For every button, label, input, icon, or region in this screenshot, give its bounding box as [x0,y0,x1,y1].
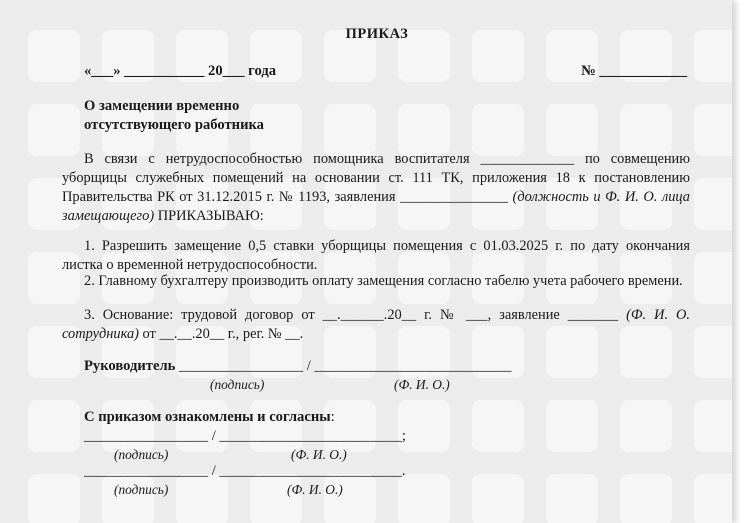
subject-line-1: О замещении временно [84,98,240,114]
ack-name-caption-1: (Ф. И. О.) [291,447,347,462]
item-3 [62,306,690,344]
director-name-caption: (Ф. И. О.) [394,377,450,392]
item-3-tail: от __.__.20__ г., рег. № __. [138,326,304,342]
order-content [62,0,692,523]
order-number-line: № ____________ [581,63,687,79]
item-1 [62,237,690,275]
item-2-text: 2. Главному бухгалтеру производить оплату замещения согласно табелю учета рабочего времени. [84,273,683,289]
item-3-text: 3. Основание: трудовой договор от __.______.20__ г. № ___, заявление _______ [84,307,627,323]
director-sign-caption: (подпись) [210,377,265,392]
ack-label: С приказом ознакомлены и согласны [84,409,331,425]
background-tile [694,400,732,452]
item-3-italic-note: (Ф. И. О. сотрудника) [62,307,691,342]
item-2 [62,272,690,291]
intro-text: В связи с нетрудоспособностью помощника воспитателя _____________ по совмещению уборщицы служебных помещений на основании ст. 111 ТК, приложения 18 к постановлению Правительства РК от 31.12.2015 г. № 1193, заявления _______________ [62,151,690,205]
item-1-text: 1. Разрешить замещение 0,5 ставки уборщицы помещения с 01.03.2025 г. по дату окончания листка о временной нетрудоспособности. [62,238,690,273]
ack-signature-line-1: _________________ / _________________________; [84,428,406,444]
ack-sign-caption-2: (подпись) [114,482,169,497]
order-subject [84,97,264,135]
ack-colon: : [330,409,335,425]
director-blank: _________________ / ___________________________ [175,358,512,374]
intro-italic-note: (должность и Ф. И. О. лица замещающего) [62,189,690,224]
director-label: Руководитель [84,358,176,374]
document-title: ПРИКАЗ [345,26,409,42]
ack-name-caption-2: (Ф. И. О.) [287,482,343,497]
background-tile [694,252,732,304]
intro-order-word: ПРИКАЗЫВАЮ: [154,208,264,224]
ack-sign-caption-1: (подпись) [114,447,169,462]
background-tile [694,30,732,82]
background-tile [694,326,732,378]
subject-line-2: отсутствующего работника [84,117,264,133]
intro-paragraph [62,150,690,226]
date-line: «___» ___________ 20___ года [84,63,276,79]
ack-signature-line-2: _________________ / _________________________. [84,463,406,479]
background-tile [694,474,732,523]
background-tile [694,104,732,156]
director-signature-line [84,358,511,375]
acknowledgement-heading [84,409,335,426]
background-tile [694,178,732,230]
